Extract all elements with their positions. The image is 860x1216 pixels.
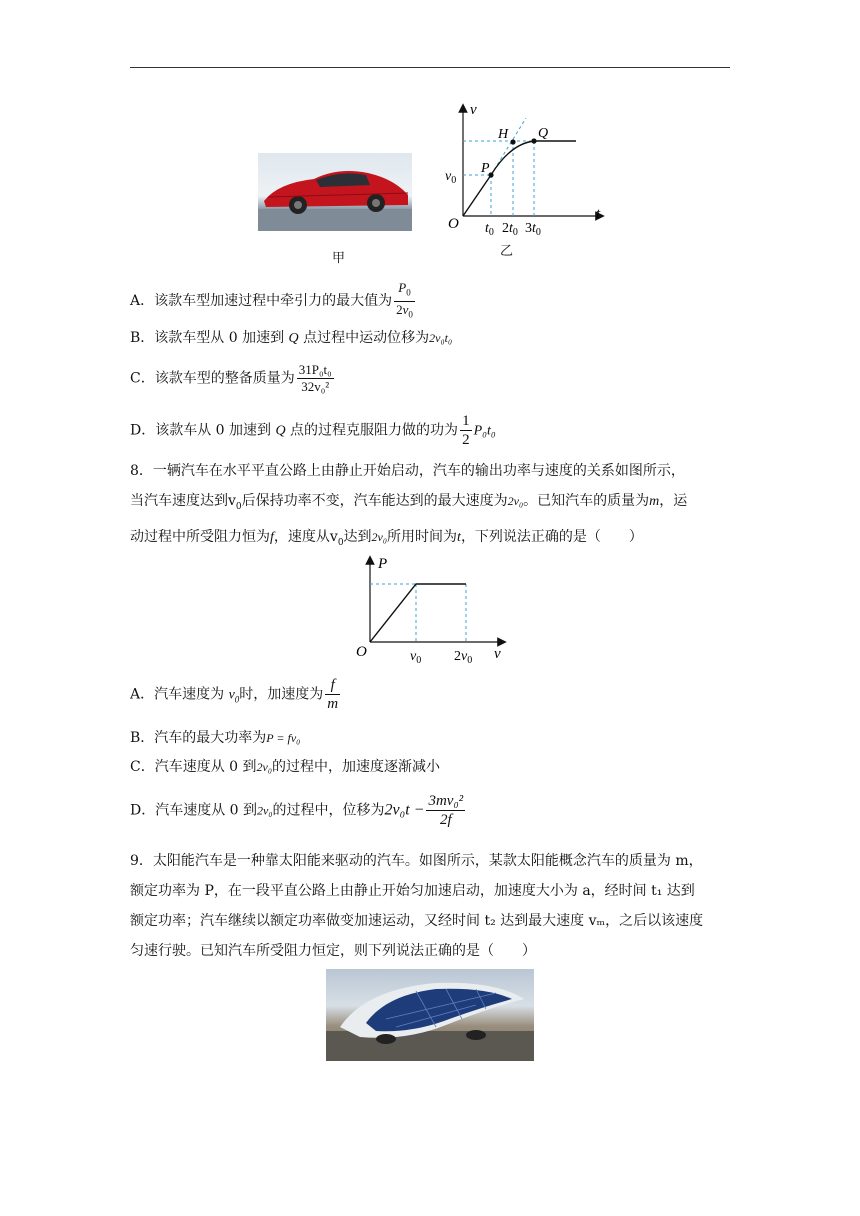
pv-x-axis-label: v bbox=[494, 646, 501, 662]
vt-y-tick-v0: $v_0$ bbox=[445, 169, 457, 186]
solar-car-photo bbox=[326, 969, 534, 1061]
caption-jia: 甲 bbox=[332, 251, 346, 266]
vt-graph bbox=[430, 100, 620, 238]
q8a-fraction: $\frac{f}{m}$ bbox=[327, 677, 339, 712]
q9-stem: 9．太阳能汽车是一种靠太阳能来驱动的汽车。如图所示，某款太阳能概念汽车的质量为 m， 额定功率为 P，在一段平直公路上由静止开始匀加速启动，加速度大小为 a，经时间 t₁ 达到 额定功率；汽车继续以额定功率做变加速运动，又经时间 t₂ 达到最大速度 vₘ，之后以该速度 匀速行驶。已知汽车所受阻力恒定，则下列说法正确的是（ ） bbox=[130, 853, 704, 959]
pv-graph bbox=[352, 552, 512, 664]
vt-origin-label: O bbox=[448, 216, 459, 232]
q7c-fraction: $\frac{\text{31P₀t₀}}{\text{32v₀²}}$ bbox=[298, 362, 332, 394]
pv-x-tick-v0: $v_0$ bbox=[410, 649, 422, 664]
header-rule bbox=[130, 67, 730, 68]
q7-option-b: B．该款车型从 0 加速到 Q 点过程中运动位移为2v₀t₀ bbox=[130, 330, 453, 346]
q7-option-d: D．该款车从 0 加速到 Q 点的过程克服阻力做的功为 $\frac{1}{2}$ P₀t₀ bbox=[130, 413, 496, 448]
q7d-fraction: $\frac{1}{2}$ bbox=[462, 413, 470, 448]
vt-x-tick-3t0: $3t_0$ bbox=[525, 221, 541, 238]
vt-x-axis-label: t bbox=[596, 206, 601, 222]
caption-yi: 乙 bbox=[500, 244, 514, 259]
q7a-fraction: $\frac{P_0}{2v_0}$ bbox=[396, 280, 413, 320]
vt-y-axis-label: v bbox=[470, 102, 477, 118]
pv-x-tick-2v0: $2v_0$ bbox=[454, 649, 473, 664]
pv-origin-label: O bbox=[356, 644, 367, 660]
q7-option-a: A．该款车型加速过程中牵引力的最大值为 $\frac{P_0}{2v_0}$ bbox=[130, 280, 417, 320]
vt-point-h: H bbox=[498, 127, 509, 142]
q8-option-a: A．汽车速度为 $v_0$时，加速度为 $\frac{f}{m}$ bbox=[130, 677, 339, 712]
q7-option-c: C．该款车型的整备质量为 $\frac{\text{31P₀t₀}}{\text{32v₀²}}$ bbox=[130, 362, 332, 394]
q8-option-b: B．汽车的最大功率为P = fv₀ bbox=[130, 730, 301, 746]
q8-option-d: D．汽车速度从 0 到2v₀的过程中，位移为2v₀t − $\frac{\text{3mv₀²}}{2f}$ bbox=[130, 793, 464, 828]
pv-y-axis-label: P bbox=[378, 556, 388, 572]
q8d-fraction: $\frac{\text{3mv₀²}}{2f}$ bbox=[428, 793, 464, 828]
vt-point-q: Q bbox=[538, 126, 549, 141]
car-photo bbox=[258, 153, 412, 231]
vt-point-p: P bbox=[481, 161, 490, 176]
vt-x-tick-t0: $t_0$ bbox=[485, 221, 494, 238]
vt-x-tick-2t0: $2t_0$ bbox=[502, 221, 518, 238]
q8-stem: 8．一辆汽车在水平平直公路上由静止开始启动，汽车的输出功率与速度的关系如图所示， 当汽车速度达到$v_0$后保持功率不变，汽车能达到的最大速度为2v₀。已知汽车的质量为m，运 动过程中所受阻力恒为f，速度从$v_0$达到2v₀所用时间为t，下列说法正确的是（ ） bbox=[130, 463, 688, 548]
q8-option-c: C．汽车速度从 0 到2v₀的过程中，加速度逐渐减小 bbox=[130, 759, 441, 775]
